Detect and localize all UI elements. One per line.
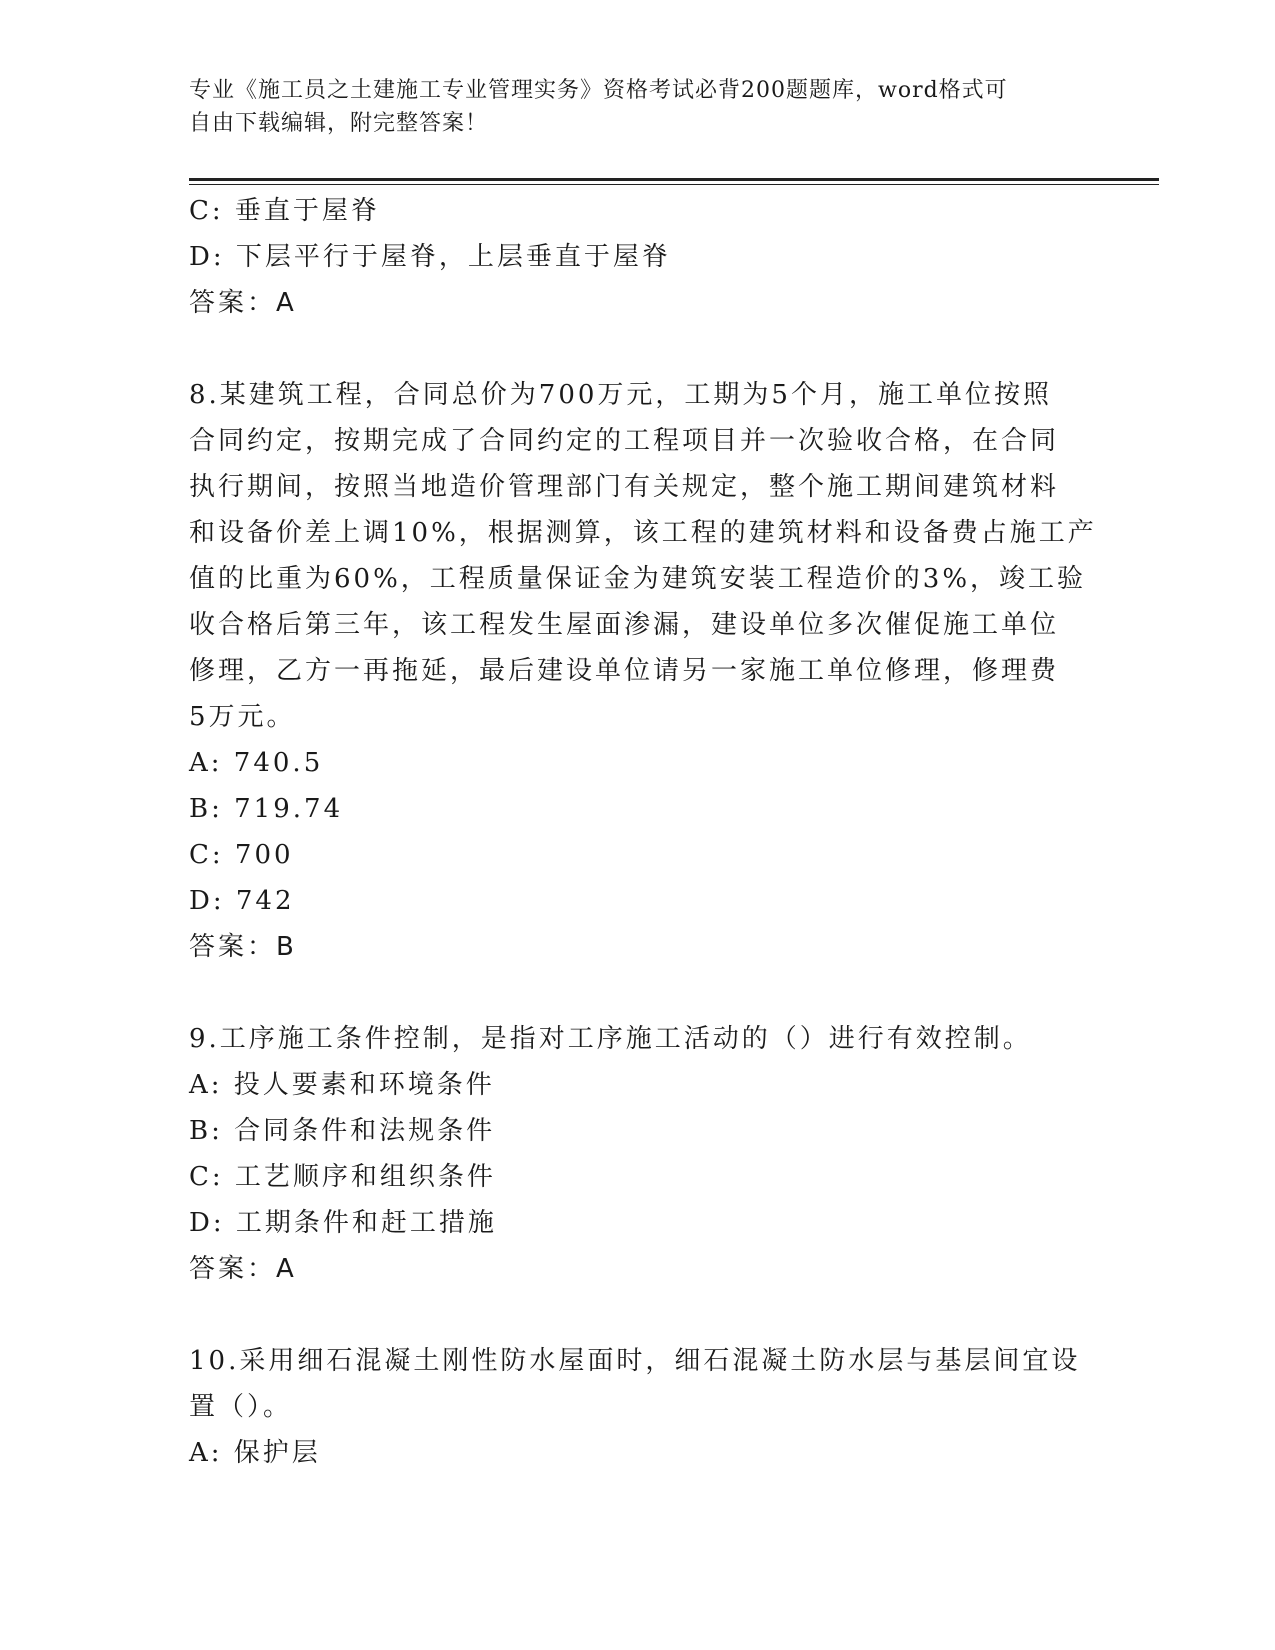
q7-option-c: C: 垂直于屋脊 xyxy=(189,196,380,226)
question-content xyxy=(189,188,1097,1476)
document-header xyxy=(189,74,1069,140)
q8-stem-line: 5万元。 xyxy=(189,702,296,732)
q8-stem-line: 和设备价差上调10%，根据测算，该工程的建筑材料和设备费占施工产 xyxy=(189,518,1097,548)
q9-option-a: A: 投人要素和环境条件 xyxy=(189,1070,495,1100)
q8-answer: 答案：B xyxy=(189,932,297,962)
q10-stem-line: 10.采用细石混凝土刚性防水屋面时，细石混凝土防水层与基层间宜设 xyxy=(189,1346,1081,1376)
question-7-tail xyxy=(189,188,1089,326)
question-10 xyxy=(189,1338,1089,1476)
header-divider-thin xyxy=(189,184,1159,185)
spacer xyxy=(189,326,1089,372)
q8-stem-line: 收合格后第三年，该工程发生屋面渗漏，建设单位多次催促施工单位 xyxy=(189,610,1060,640)
question-8 xyxy=(189,372,1097,970)
question-9 xyxy=(189,1016,1089,1292)
q10-stem-line: 置（）。 xyxy=(189,1392,293,1422)
q7-answer: 答案：A xyxy=(189,288,297,318)
q8-option-b: B: 719.74 xyxy=(189,794,344,824)
q10-option-a: A: 保护层 xyxy=(189,1438,321,1468)
q9-stem: 9.工序施工条件控制，是指对工序施工活动的（）进行有效控制。 xyxy=(189,1024,1032,1054)
header-title-line-1: 专业《施工员之土建施工专业管理实务》资格考试必背200题题库，word格式可 xyxy=(189,78,1008,103)
q8-stem-line: 合同约定，按期完成了合同约定的工程项目并一次验收合格，在合同 xyxy=(189,426,1060,456)
q7-option-d: D: 下层平行于屋脊，上层垂直于屋脊 xyxy=(189,242,671,272)
q8-stem-line: 修理，乙方一再拖延，最后建设单位请另一家施工单位修理，修理费 xyxy=(189,656,1060,686)
header-title-line-2: 自由下载编辑，附完整答案！ xyxy=(189,111,489,136)
q8-stem-line: 值的比重为60%，工程质量保证金为建筑安装工程造价的3%，竣工验 xyxy=(189,564,1087,594)
q9-option-c: C: 工艺顺序和组织条件 xyxy=(189,1162,496,1192)
q9-answer: 答案：A xyxy=(189,1254,297,1284)
header-divider-thick xyxy=(189,178,1159,181)
q8-option-c: C: 700 xyxy=(189,840,294,870)
q8-option-d: D: 742 xyxy=(189,886,295,916)
q9-option-b: B: 合同条件和法规条件 xyxy=(189,1116,496,1146)
q8-stem-line: 执行期间，按照当地造价管理部门有关规定，整个施工期间建筑材料 xyxy=(189,472,1060,502)
q8-stem-line: 8.某建筑工程，合同总价为700万元，工期为5个月，施工单位按照 xyxy=(189,380,1052,410)
q9-option-d: D: 工期条件和赶工措施 xyxy=(189,1208,497,1238)
spacer xyxy=(189,1292,1089,1338)
spacer xyxy=(189,970,1089,1016)
q8-option-a: A: 740.5 xyxy=(189,748,324,778)
